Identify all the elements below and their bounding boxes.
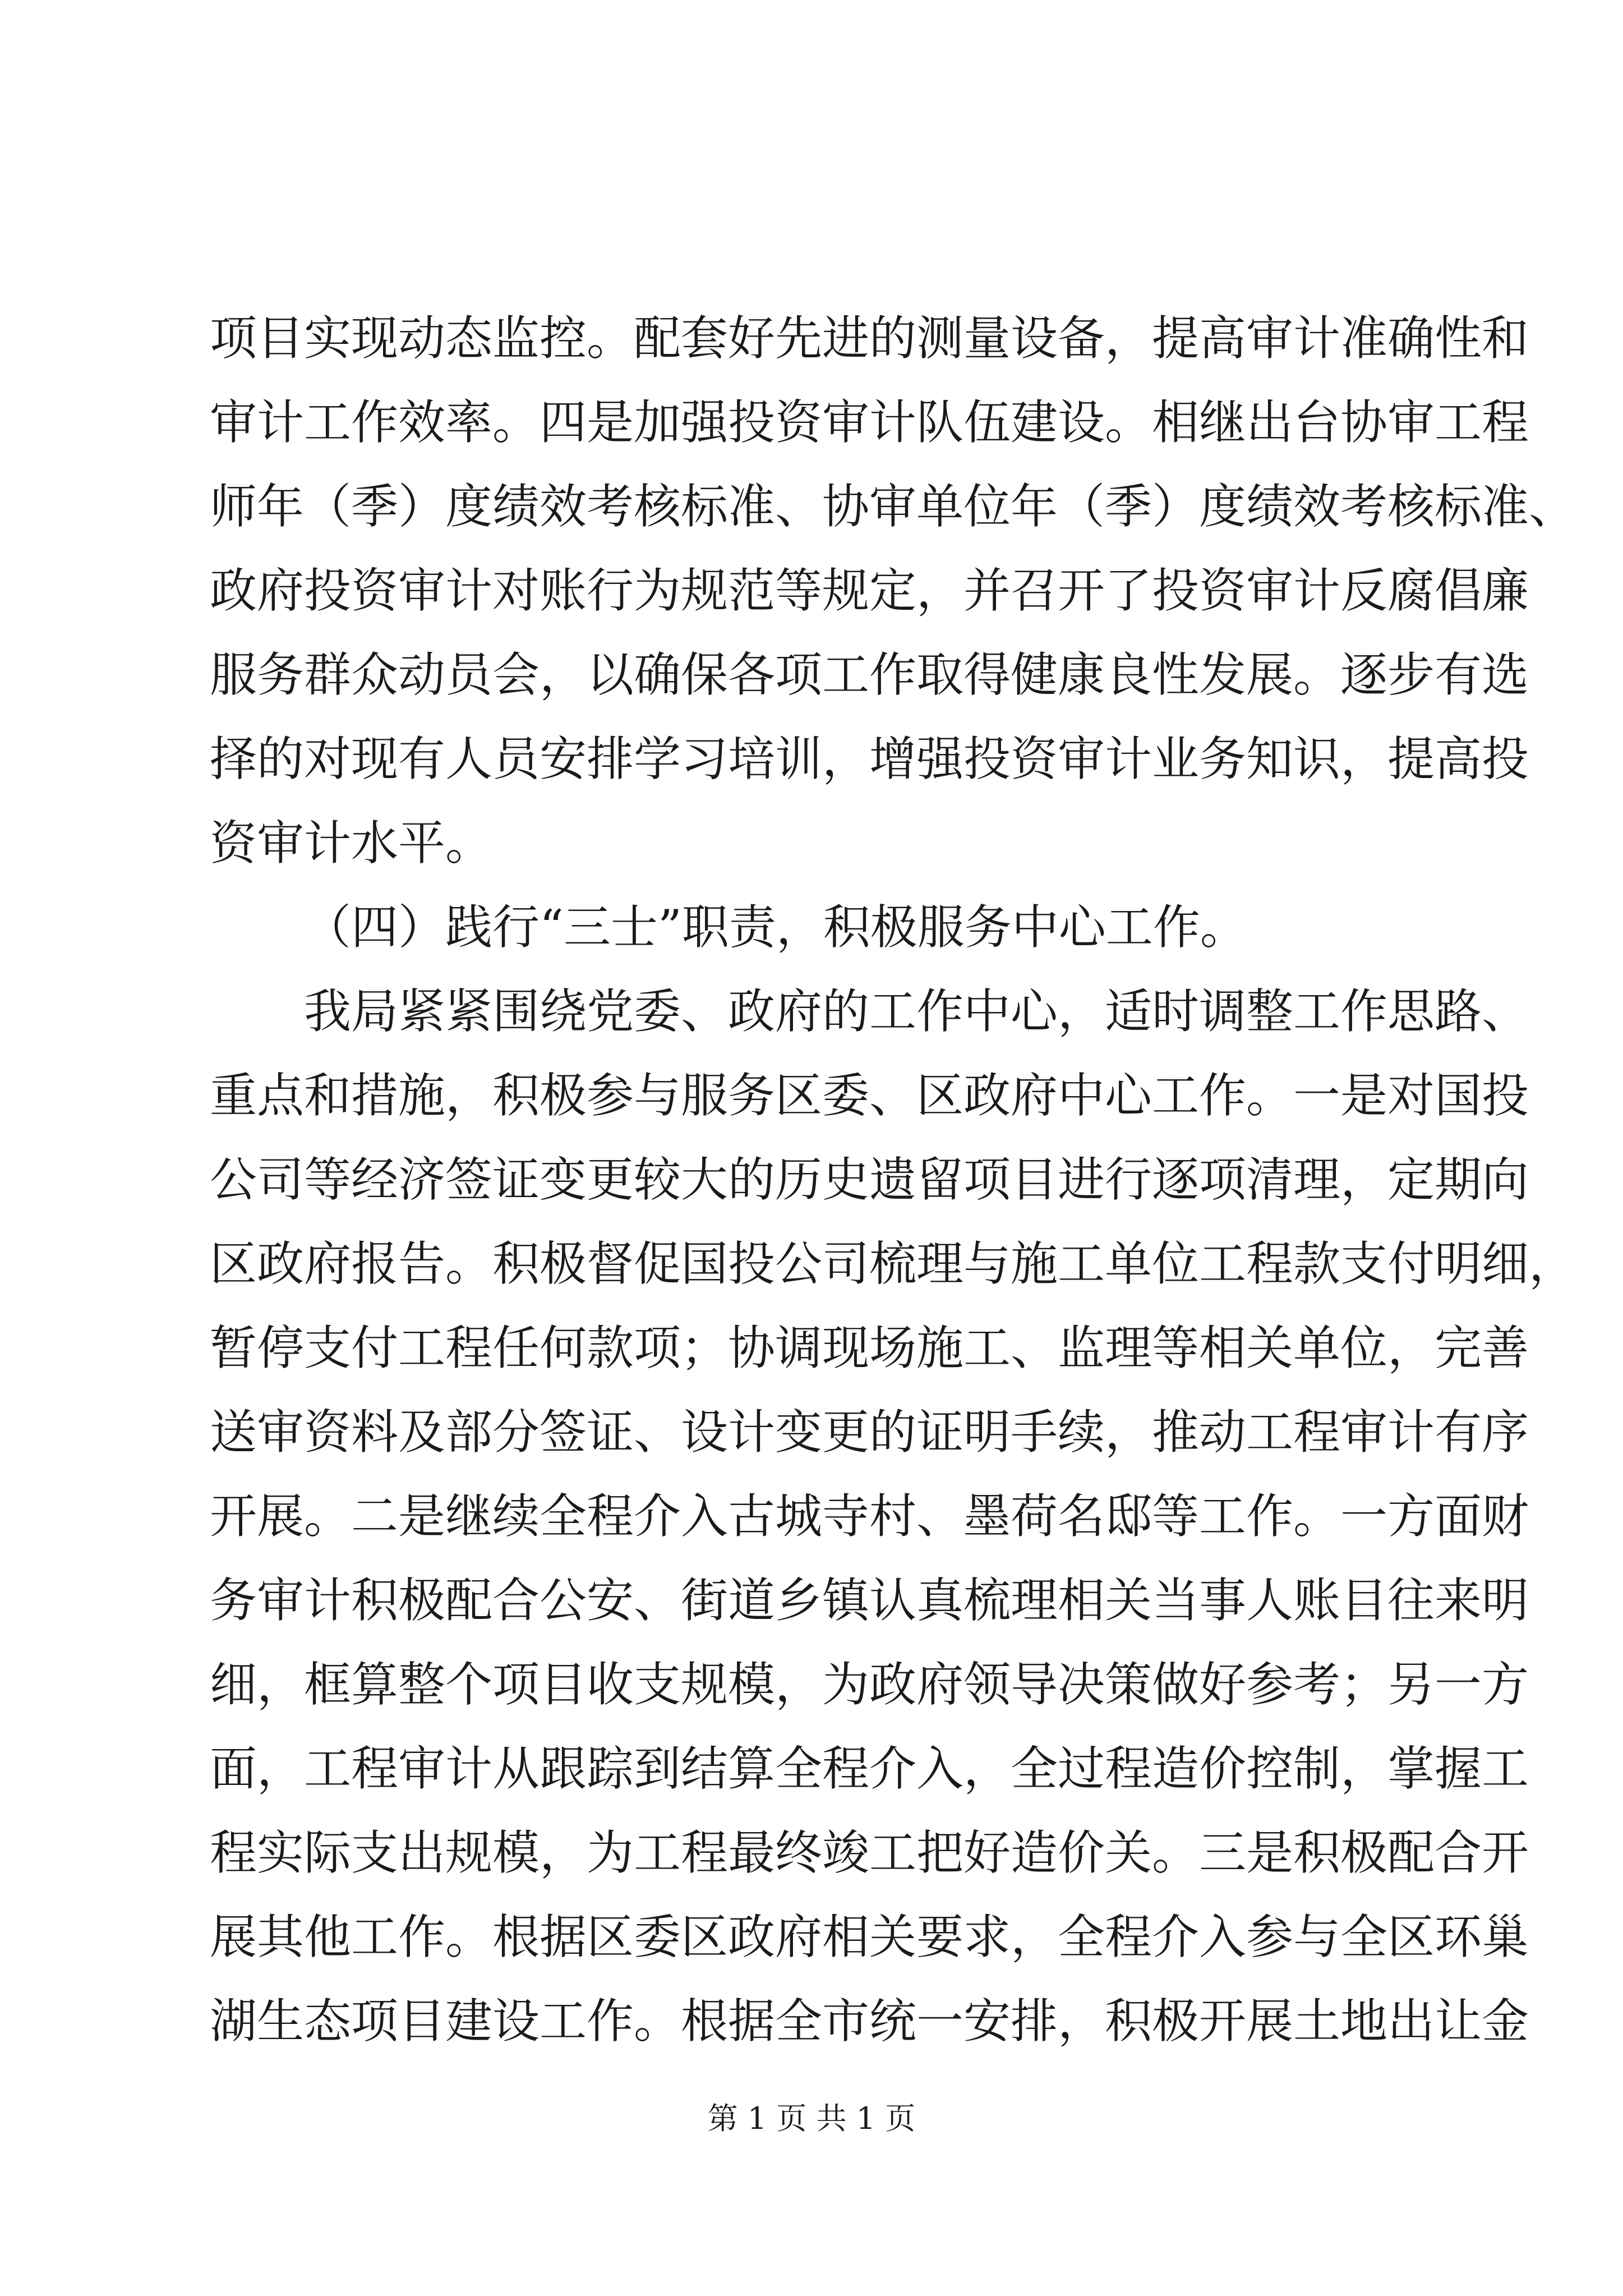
body-line: 面，工程审计从跟踪到结算全程介入，全过程造价控制，掌握工 (210, 1741, 1529, 1796)
body-line: 师年（季）度绩效考核标准、协审单位年（季）度绩效考核标准、 (210, 479, 1576, 534)
body-line: 开展。二是继续全程介入古城寺村、墨荷名邸等工作。一方面财 (210, 1489, 1529, 1544)
section-heading: （四）践行“三士”职责，积极服务中心工作。 (304, 900, 1247, 955)
body-line: 展其他工作。根据区委区政府相关要求，全程介入参与全区环巢 (210, 1910, 1529, 1964)
body-line: 审计工作效率。四是加强投资审计队伍建设。相继出台协审工程 (210, 395, 1529, 450)
body-line: 项目实现动态监控。配套好先进的测量设备，提高审计准确性和 (210, 311, 1529, 366)
body-line: 送审资料及部分签证、设计变更的证明手续，推动工程审计有序 (210, 1405, 1529, 1460)
body-line: 湖生态项目建设工作。根据全市统一安排，积极开展土地出让金 (210, 1994, 1529, 2049)
body-line: 资审计水平。 (210, 816, 493, 871)
body-line: 务审计积极配合公安、街道乡镇认真梳理相关当事人账目往来明 (210, 1573, 1529, 1628)
body-line: 服务群众动员会，以确保各项工作取得健康良性发展。逐步有选 (210, 647, 1529, 702)
body-line: 细，框算整个项目收支规模，为政府领导决策做好参考；另一方 (210, 1657, 1529, 1712)
document-body (210, 296, 1576, 2063)
body-line: 政府投资审计对账行为规范等规定，并召开了投资审计反腐倡廉 (210, 563, 1529, 618)
body-line: 择的对现有人员安排学习培训，增强投资审计业务知识，提高投 (210, 731, 1529, 786)
body-line: 重点和措施，积极参与服务区委、区政府中心工作。一是对国投 (210, 1068, 1529, 1123)
body-line: 暂停支付工程任何款项；协调现场施工、监理等相关单位，完善 (210, 1320, 1529, 1375)
page-footer: 第 1 页 共 1 页 (707, 2101, 916, 2136)
body-line: 公司等经济签证变更较大的历史遗留项目进行逐项清理，定期向 (210, 1152, 1529, 1207)
body-line: 程实际支出规模，为工程最终竣工把好造价关。三是积极配合开 (210, 1825, 1529, 1880)
body-line: 区政府报告。积极督促国投公司梳理与施工单位工程款支付明细， (210, 1236, 1576, 1291)
body-line: 我局紧紧围绕党委、政府的工作中心，适时调整工作思路、 (304, 984, 1529, 1039)
